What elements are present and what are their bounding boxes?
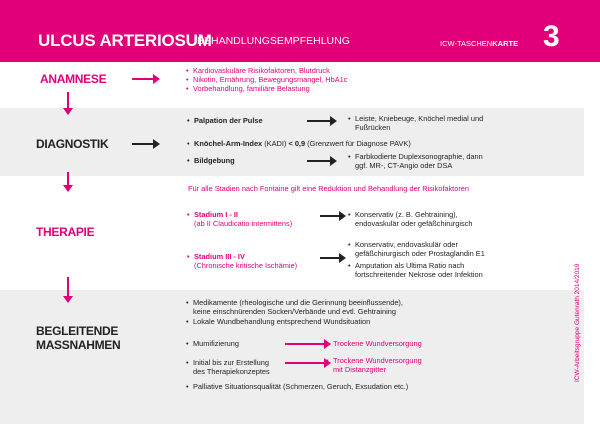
therapie-stage-2-result: • Amputation als Ultima Ratio nach	[355, 261, 464, 271]
therapie-stage-1-result-cont: endovaskulär oder gefäßchirurgisch	[355, 219, 473, 228]
anamnese-item: • Vorbehandlung, familiäre Belastung	[193, 84, 310, 94]
diagnostik-label: DIAGNOSTIK	[36, 137, 109, 151]
therapie-stage-2-result-cont: gefäßchirurgisch oder Prostaglandin E1	[355, 249, 485, 258]
diagnostik-bildgebung-result-cont: ggf. MR-, CT-Angio oder DSA	[355, 161, 453, 170]
begleitende-initial-result: • Trockene Wundversorgung	[333, 356, 422, 366]
arrow-right-icon	[320, 257, 340, 259]
begleitende-initial: • Initial bis zur Erstellung	[193, 358, 269, 368]
arrow-right-icon	[320, 215, 340, 217]
arrow-down-icon	[67, 277, 69, 297]
page-subtitle: BEHANDLUNGSEMPFEHLUNG	[197, 35, 350, 47]
arrow-down-icon	[67, 172, 69, 186]
begleitende-mumifizierung-result: • Trockene Wundversorgung	[333, 339, 422, 349]
begleitende-item: • Medikamente (rheologische und die Gerinnung beeinflussende),	[193, 298, 403, 308]
therapie-stage-1-sub: (ab II Claudicatio intermittens)	[194, 219, 293, 228]
diagnostik-bildgebung: • Bildgebung	[194, 156, 235, 166]
begleitende-item: • Lokale Wundbehandlung entsprechend Wundsituation	[193, 317, 370, 327]
diagnostik-bildgebung-result: • Farbkodierte Duplexsonographie, dann	[355, 152, 483, 162]
arrow-right-icon	[307, 120, 331, 122]
therapie-stage-2-result: • Konservativ, endovaskulär oder	[355, 240, 458, 250]
anamnese-item: • Nikotin, Ernährung, Bewegungsmangel, HbA1c	[193, 75, 347, 85]
brand-label: ICW-TASCHENKARTE	[440, 39, 519, 48]
therapie-stage-2-result-cont: fortschreitender Nekrose oder Infektion	[355, 270, 483, 279]
therapie-stage-1-result: • Konservativ (z. B. Gehtraining),	[355, 210, 458, 220]
begleitende-item-cont: keine einschnürenden Socken/Verbände und evtl. Gehtraining	[193, 307, 396, 316]
diagnostik-kadi: • Knöchel-Arm-Index (KADI) < 0,9 (Grenzwert für Diagnose PAVK)	[194, 139, 411, 149]
therapie-label: THERAPIE	[36, 225, 95, 239]
side-note: ICW-Arbeitsgruppe Gutenrath 2014/2019	[574, 263, 581, 382]
anamnese-item: • Kardiovaskuläre Risikofaktoren, Blutdruck	[193, 66, 330, 76]
arrow-right-icon	[307, 160, 331, 162]
begleitende-label: BEGLEITENDE	[36, 324, 119, 338]
diagnostik-palpation-result-cont: Fußrücken	[355, 123, 391, 132]
arrow-right-icon	[132, 78, 154, 80]
begleitende-initial-cont: des Therapiekonzeptes	[193, 367, 270, 376]
diagnostik-palpation-result: • Leiste, Kniebeuge, Knöchel medial und	[355, 114, 483, 124]
therapie-stage-2-sub: (Chronische kritische Ischämie)	[194, 261, 298, 270]
begleitende-palliative: • Palliative Situationsqualität (Schmerzen, Geruch, Exsudation etc.)	[193, 382, 408, 392]
arrow-right-icon	[285, 343, 325, 345]
begleitende-label: MASSNAHMEN	[36, 338, 121, 352]
therapie-stage-1: • Stadium I - II	[194, 210, 238, 220]
page-title: ULCUS ARTERIOSUM	[38, 31, 212, 50]
header-bar	[0, 0, 600, 62]
begleitende-mumifizierung: • Mumifizierung	[193, 339, 239, 349]
therapie-intro: Für alle Stadien nach Fontaine gilt eine Reduktion und Behandlung der Risikofaktoren	[188, 184, 470, 193]
arrow-right-icon	[285, 362, 325, 364]
diagnostik-palpation: • Palpation der Pulse	[194, 116, 263, 126]
anamnese-label: ANAMNESE	[40, 72, 107, 86]
arrow-down-icon	[67, 92, 69, 109]
begleitende-initial-result-cont: mit Distanzgitter	[333, 365, 386, 374]
arrow-right-icon	[132, 143, 154, 145]
therapie-stage-2: • Stadium III - IV	[194, 252, 245, 262]
card-number: 3	[543, 20, 560, 53]
